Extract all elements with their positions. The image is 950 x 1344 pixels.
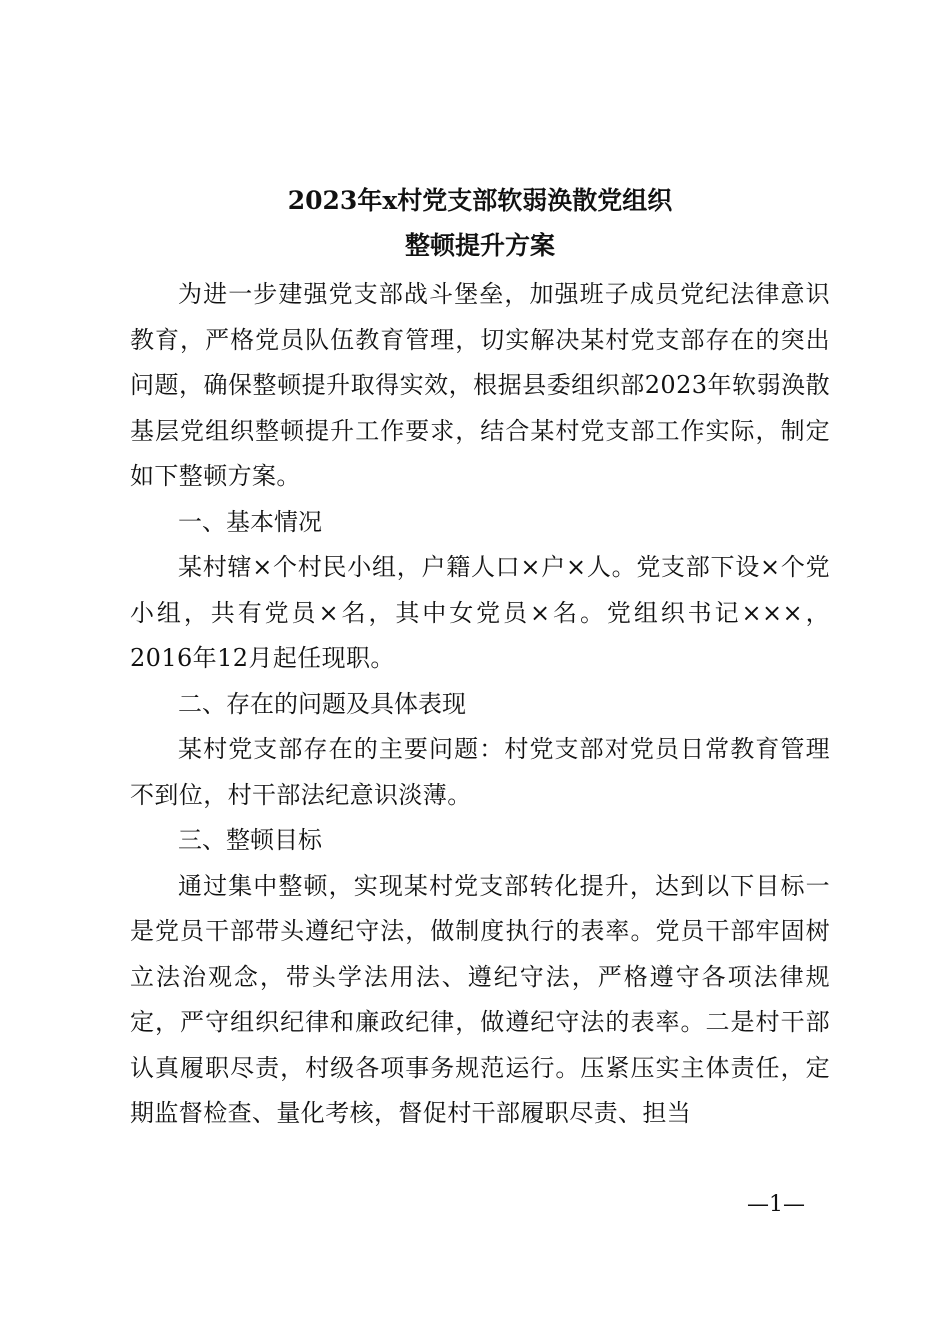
- section-heading-goals: 三、整顿目标: [178, 826, 322, 854]
- section-text-goals: 通过集中整顿，实现某村党支部转化提升，达到以下目标一是党员干部带头遵纪守法，做制度执行的表率。党员干部牢固树立法治观念，带头学法用法、遵纪守法，严格遵守各项法律规定，严守组织纪律和廉政纪律，做遵纪守法的表率。二是村干部认真履职尽责，村级各项事务规范运行。压紧压实主体责任，定期监督检查、量化考核，督促村干部履职尽责、担当: [130, 871, 830, 1127]
- document-body: [130, 272, 830, 1137]
- section-heading-basic-situation: 一、基本情况: [178, 507, 322, 536]
- intro-paragraph: 为进一步建强党支部战斗堡垒，加强班子成员党纪法律意识教育，严格党员队伍教育管理，切实解决某村党支部存在的突出问题，确保整顿提升取得实效，根据县委组织部2023年软弱涣散基层党组织整顿提升工作要求，结合某村党支部工作实际，制定如下整顿方案。: [130, 280, 830, 490]
- document-title: 2023年x村党支部软弱涣散党组织: [287, 186, 673, 215]
- section-text-problems: 某村党支部存在的主要问题：村党支部对党员日常教育管理不到位，村干部法纪意识淡薄。: [130, 735, 830, 809]
- section-text-basic-situation: 某村辖×个村民小组，户籍人口×户×人。党支部下设×个党小组，共有党员×名，其中女党员×名。党组织书记×××，2016年12月起任现职。: [130, 553, 830, 672]
- section-heading-problems: 二、存在的问题及具体表现: [178, 689, 466, 718]
- page-number: —1—: [747, 1192, 805, 1217]
- document-subtitle: 整顿提升方案: [404, 231, 555, 260]
